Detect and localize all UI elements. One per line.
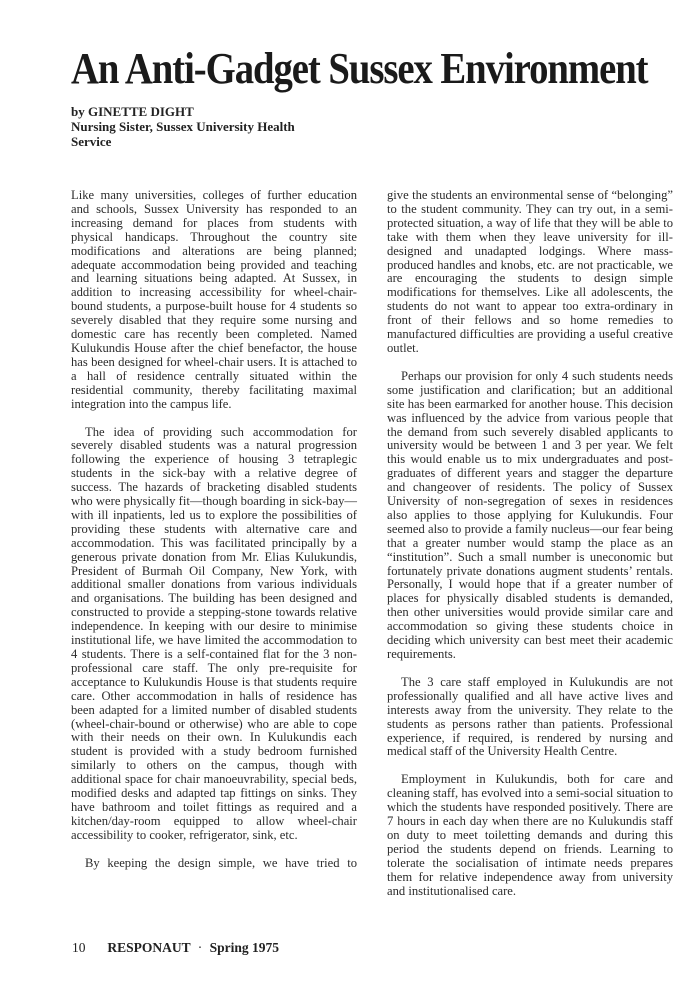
- paragraph: Perhaps our provision for only 4 such students needs some justification and clarification; but an additional site has been earmarked for another house. This decision was influenced by the advice from various people that the demand from such severely disabled applicants to university would be between 1 and 3 per year. We felt this would enable us to mix undergraduates and post-graduates of different years and stagger the departure and changeover of residents. The policy of Sussex University of non-segregation of sexes in residences also applies to those applying for Kulukundis. Four seemed also to provide a family nucleus—our fear being that a greater number would stamp the place as an “institution”. Such a small number is uneconomic but fortunately private donations augment students’ rentals. Personally, I would hope that if a greater number of places for physically disabled students is demanded, then other universities would provide similar care and accommodation so giving these students choice in deciding which university can best meet their academic requirements.: [387, 368, 673, 661]
- left-column: [71, 189, 357, 885]
- paragraph: give the students an environmental sense of “belonging” to the student community. They can try out, in a semi-protected situation, a way of life that they will be able to take with them when they leave university for ill-designed and unadapted lodgings. Where mass-produced handles and knobs, etc. are not practicable, we are encouraging the students to design simple modifications for themselves. Like all adolescents, the students do not want to appear too extra-ordinary in front of their fellows and so home remedies to manufactured difficulties are providing a useful creative outlet.: [387, 188, 673, 355]
- paragraph: The 3 care staff employed in Kulukundis are not professionally qualified and all have active lives and interests away from the university. They relate to the students as persons rather than patients. Professional experience, if required, is rendered by nursing and medical staff of the University Health Centre.: [387, 674, 673, 759]
- footer-separator: ·: [197, 940, 203, 955]
- publication-name: RESPONAUT: [107, 940, 191, 955]
- article-title: An Anti-Gadget Sussex Environment: [71, 44, 648, 93]
- author-role-line-1: Nursing Sister, Sussex University Health: [71, 119, 295, 134]
- byline: [71, 104, 295, 149]
- paragraph: By keeping the design simple, we have tried to: [85, 855, 357, 870]
- page-footer: [72, 940, 279, 956]
- author-role-line-2: Service: [71, 134, 112, 149]
- author-name: by GINETTE DIGHT: [71, 104, 194, 119]
- paragraph: Employment in Kulukundis, both for care and cleaning staff, has evolved into a semi-social situation to which the students have responded positively. There are 7 hours in each day when there are no Kulukundis staff on duty to meet toiletting demands and during this period the students depend on friends. Learning to tolerate the socialisation of intimate needs prepares them for relative independence away from university and institutionalised care.: [387, 772, 673, 898]
- paragraph: The idea of providing such accommodation for severely disabled students was a natural progression following the experience of housing 3 tetraplegic students in the sick-bay with a relative degree of success. The hazards of bracketing disabled students who were physically fit—though boarding in sick-bay—with ill inpatients, led us to explore the possibilities of providing these students with alternative care and accommodation. This was facilitated principally by a generous private donation from Mr. Elias Kulukundis, President of Burmah Oil Company, New York, with additional smaller donations from various individuals and organisations. The building has been designed and constructed to provide a stepping-stone towards relative independence. In keeping with our desire to minimise institutional life, we have limited the accommodation to 4 students. There is a self-contained flat for the 3 non-professional care staff. The only pre-requisite for acceptance to Kulukundis House is that students require care. Other accommodation in halls of residence has been adapted for a limited number of disabled students (wheel-chair-bound or otherwise) who are able to cope with their needs on their own. In Kulukundis each student is provided with a study bedroom furnished similarly to others on the campus, though with additional space for chair manoeuvrability, special beds, modified desks and adapted tap fittings on sinks. They have bathroom and toilet fittings as required and a kitchen/day-room equipped to allow wheel-chair accessibility to cooker, refrigerator, sink, etc.: [71, 424, 357, 842]
- right-column: [387, 189, 673, 913]
- issue-date: Spring 1975: [209, 940, 280, 955]
- paragraph: Like many universities, colleges of further education and schools, Sussex University has responded to an increasing demand for places from students with physical handicaps. Throughout the country site modifications and alterations are being planned; adequate accommodation being provided and teaching and learning situations being adapted. At Sussex, in addition to increasing accessibility for wheel-chair-bound students, a purpose-built house for 4 students so severely disabled that they require some nursing and domestic care has recently been completed. Named Kulukundis House after the chief benefactor, the house has been designed for wheel-chair users. It is attached to a hall of residence centrally situated within the residential community, thereby facilitating maximal integration into the campus life.: [71, 188, 357, 411]
- page-number: 10: [72, 940, 86, 955]
